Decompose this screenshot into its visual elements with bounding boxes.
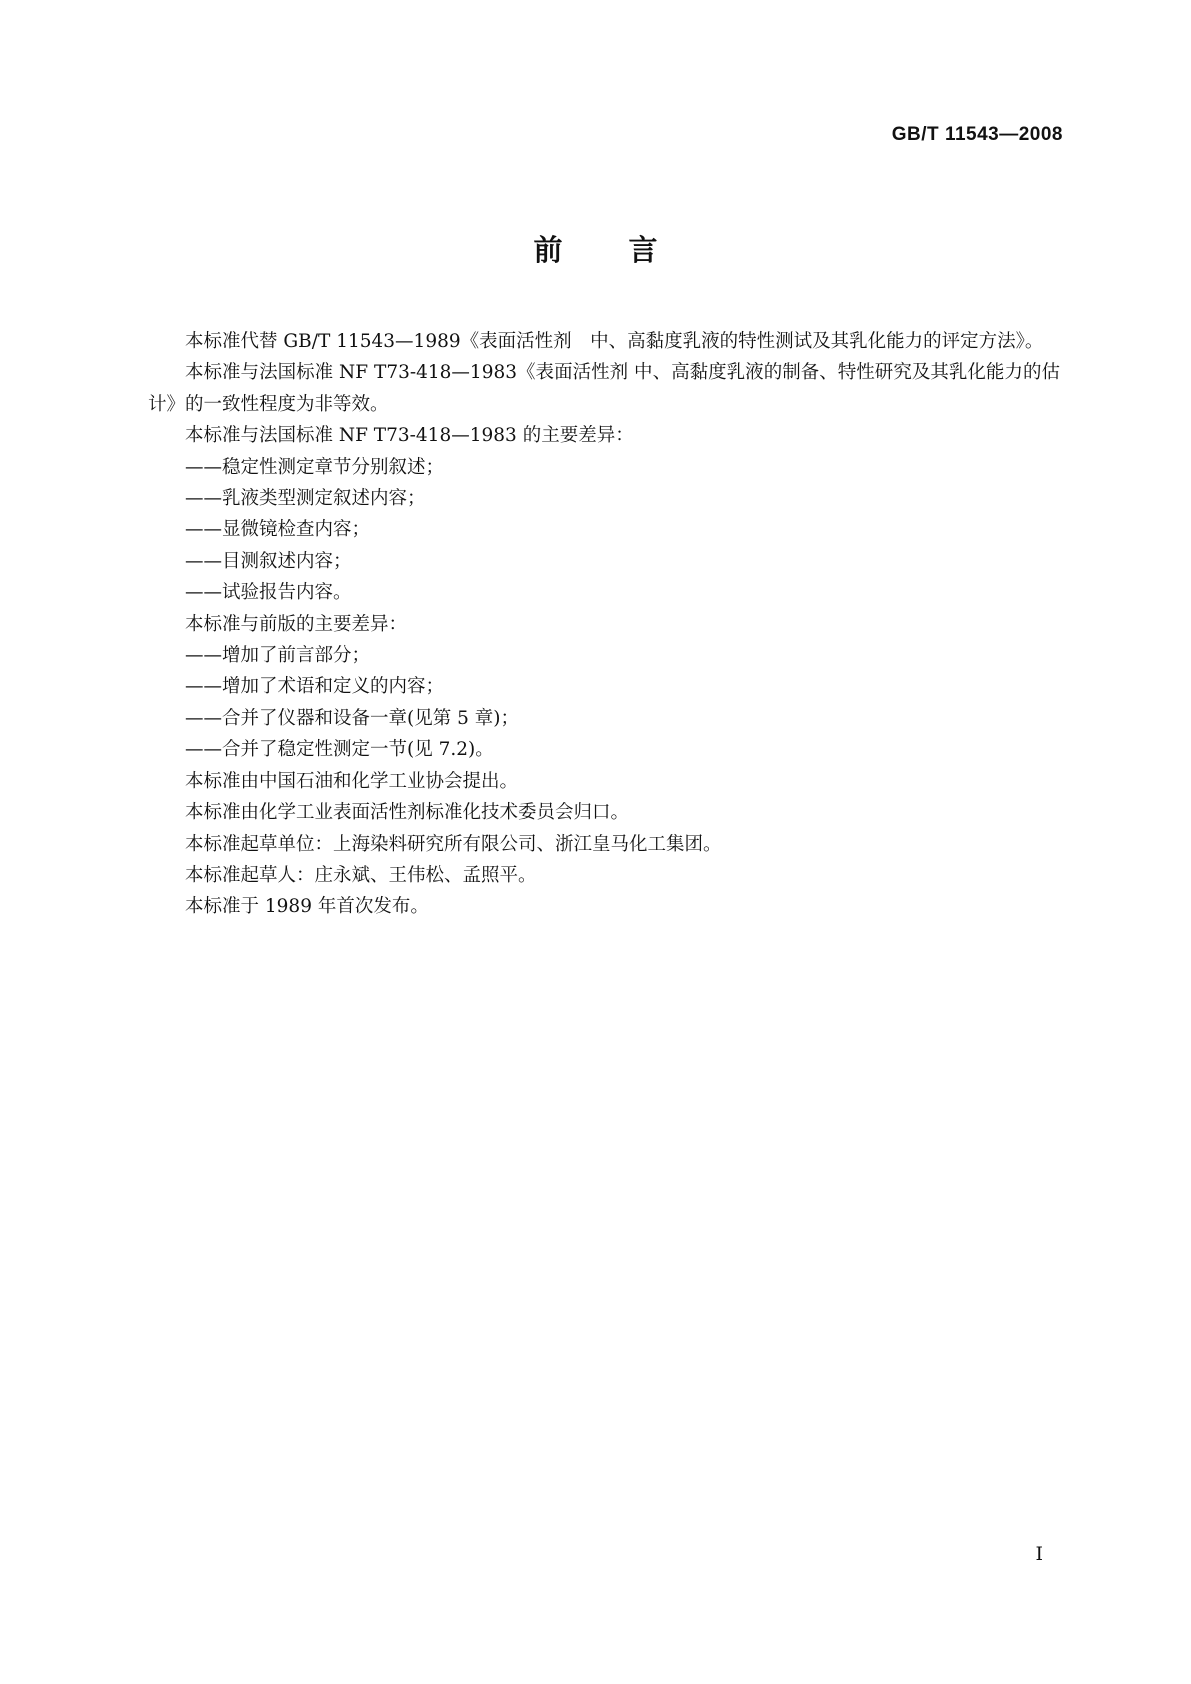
paragraph-differences-french: 本标准与法国标准 NF T73-418—1983 的主要差异： [185, 425, 634, 447]
list-item: ——目测叙述内容； [185, 550, 352, 572]
list-item: ——显微镜检查内容； [185, 519, 371, 541]
foreword-body [148, 326, 1060, 923]
page-number: I [1035, 1543, 1043, 1565]
paragraph-equivalence: 本标准与法国标准 NF T73-418—1983《表面活性剂 中、高黏度乳液的制备、特性研究及其乳化能力的估计》的一致性程度为非等效。 [148, 362, 1060, 415]
list-item: ——稳定性测定章节分别叙述； [185, 456, 445, 478]
list-item: ——试验报告内容。 [185, 582, 352, 604]
paragraph-first-issued: 本标准于 1989 年首次发布。 [185, 896, 429, 918]
page-title: 前 言 [533, 233, 658, 267]
list-item: ——合并了稳定性测定一节(见 7.2)。 [185, 739, 494, 761]
paragraph-differences-previous: 本标准与前版的主要差异： [185, 613, 408, 635]
paragraph-drafting-units: 本标准起草单位：上海染料研究所有限公司、浙江皇马化工集团。 [185, 833, 722, 855]
paragraph-under-jurisdiction: 本标准由化学工业表面活性剂标准化技术委员会归口。 [185, 802, 630, 824]
paragraph-proposed-by: 本标准由中国石油和化学工业协会提出。 [185, 770, 519, 792]
paragraph-drafters: 本标准起草人：庄永斌、王伟松、孟照平。 [185, 864, 537, 886]
list-item: ——增加了前言部分； [185, 645, 371, 667]
paragraph-supersedes: 本标准代替 GB/T 11543—1989《表面活性剂 中、高黏度乳液的特性测试及其乳化能力的评定方法》。 [185, 331, 1044, 352]
list-item: ——合并了仪器和设备一章(见第 5 章)； [185, 707, 519, 729]
list-item: ——增加了术语和定义的内容； [185, 676, 445, 698]
list-item: ——乳液类型测定叙述内容； [185, 488, 426, 510]
standard-number: GB/T 11543—2008 [891, 124, 1063, 145]
